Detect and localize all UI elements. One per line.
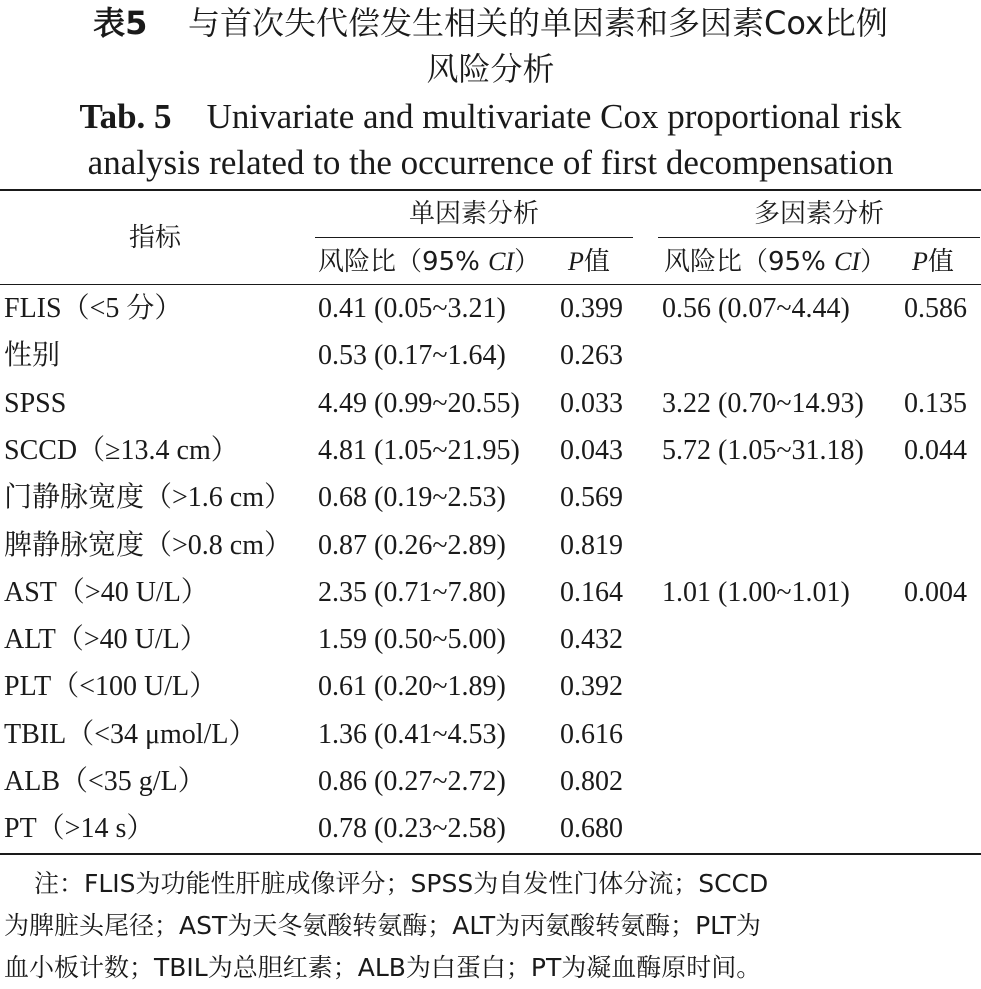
cell-uni-hr: 0.41 (0.05~3.21)	[318, 293, 506, 324]
cell-multi-p: 0.586	[904, 293, 967, 324]
cell-uni-p: 0.392	[560, 671, 623, 703]
cell-indicator: SCCD（≥13.4 cm）	[4, 434, 239, 466]
cell-uni-hr: 0.86 (0.27~2.72)	[318, 766, 506, 797]
cell-uni-p: 0.399	[560, 293, 623, 324]
cell-multi-p: 0.004	[904, 576, 967, 608]
table-label-en: Tab. 5	[79, 97, 172, 136]
header-multi-hr-ci: CI	[834, 247, 861, 276]
cell-multi-hr: 0.56 (0.07~4.44)	[662, 293, 850, 324]
cell-indicator: 门静脉宽度（>1.6 cm）	[4, 482, 292, 514]
header-multi-hr-prefix: 风险比（95%	[664, 247, 835, 277]
cell-multi-hr: 5.72 (1.05~31.18)	[662, 434, 864, 466]
multivariate-subrule	[658, 237, 980, 238]
header-univariate: 单因素分析	[408, 199, 539, 229]
cell-uni-hr: 0.53 (0.17~1.64)	[318, 340, 506, 372]
header-indicator: 指标	[128, 223, 181, 253]
cell-uni-hr: 0.87 (0.26~2.89)	[318, 529, 506, 561]
cell-uni-p: 0.680	[560, 813, 623, 845]
cell-uni-p: 0.043	[560, 434, 623, 466]
table-note	[4, 863, 980, 989]
header-uni-p-italic: P	[568, 247, 584, 276]
cell-multi-p: 0.044	[904, 434, 967, 466]
header-multi-hr-suffix: ）	[860, 247, 887, 277]
cell-uni-hr: 4.81 (1.05~21.95)	[318, 434, 520, 466]
header-multivariate: 多因素分析	[753, 199, 884, 229]
cell-uni-hr: 0.61 (0.20~1.89)	[318, 671, 506, 703]
header-uni-hr-prefix: 风险比（95%	[318, 247, 489, 277]
table-bottom-rule	[0, 853, 981, 855]
cell-indicator: FLIS（<5 分）	[4, 293, 183, 324]
cell-uni-hr: 0.78 (0.23~2.58)	[318, 813, 506, 845]
cell-multi-hr: 3.22 (0.70~14.93)	[662, 387, 864, 419]
note-line-3: 血小板计数；TBIL为总胆红素；ALB为白蛋白；PT为凝血酶原时间。	[4, 953, 762, 982]
header-multi-hr	[664, 242, 886, 282]
table-title-cn-line2: 风险分析	[426, 50, 555, 88]
cell-indicator: ALT（>40 U/L）	[4, 624, 208, 656]
cell-indicator: SPSS	[4, 387, 67, 419]
note-line-2: 为脾脏头尾径；AST为天冬氨酸转氨酶；ALT为丙氨酸转氨酶；PLT为	[4, 911, 761, 940]
header-uni-hr-suffix: ）	[514, 247, 541, 277]
cell-uni-p: 0.033	[560, 387, 623, 419]
cell-uni-p: 0.164	[560, 576, 623, 608]
cell-uni-p: 0.802	[560, 766, 623, 797]
cell-indicator: ALB（<35 g/L）	[4, 766, 206, 797]
cell-indicator: PLT（<100 U/L）	[4, 671, 218, 703]
header-uni-p	[568, 242, 610, 282]
cell-indicator: AST（>40 U/L）	[4, 576, 209, 608]
cell-uni-p: 0.819	[560, 529, 623, 561]
table-title-en	[0, 94, 981, 140]
univariate-subrule	[315, 237, 633, 238]
cell-indicator: TBIL（<34 μmol/L）	[4, 718, 257, 750]
cell-uni-hr: 1.59 (0.50~5.00)	[318, 624, 506, 656]
cell-uni-hr: 4.49 (0.99~20.55)	[318, 387, 520, 419]
header-multi-p-italic: P	[912, 247, 928, 276]
table-top-rule	[0, 189, 981, 191]
cell-uni-hr: 2.35 (0.71~7.80)	[318, 576, 506, 608]
cell-uni-hr: 0.68 (0.19~2.53)	[318, 482, 506, 514]
cell-multi-hr: 1.01 (1.00~1.01)	[662, 576, 850, 608]
cell-indicator: PT（>14 s）	[4, 813, 155, 845]
header-uni-hr	[318, 242, 540, 282]
cell-multi-p: 0.135	[904, 387, 967, 419]
table-title-cn-line1: 与首次失代偿发生相关的单因素和多因素Cox比例	[188, 4, 888, 42]
cell-uni-p: 0.569	[560, 482, 623, 514]
cell-uni-p: 0.432	[560, 624, 623, 656]
cell-uni-p: 0.263	[560, 340, 623, 372]
header-uni-hr-ci: CI	[488, 247, 515, 276]
cell-uni-p: 0.616	[560, 718, 623, 750]
header-uni-p-suffix: 值	[583, 247, 610, 277]
cell-indicator: 脾静脉宽度（>0.8 cm）	[4, 529, 292, 561]
cell-indicator: 性别	[4, 340, 61, 372]
table-label-cn: 表5	[93, 4, 148, 42]
table-title-en-line1: Univariate and multivariate Cox proportional risk	[206, 97, 902, 136]
table-title-cn	[0, 0, 981, 46]
note-line-1: 注：FLIS为功能性肝脏成像评分；SPSS为自发性门体分流；SCCD	[34, 869, 769, 898]
header-multi-p-suffix: 值	[927, 247, 954, 277]
cell-uni-hr: 1.36 (0.41~4.53)	[318, 718, 506, 750]
header-multi-p	[912, 242, 954, 282]
table-title-en-line2: analysis related to the occurrence of first decompensation	[87, 143, 894, 182]
